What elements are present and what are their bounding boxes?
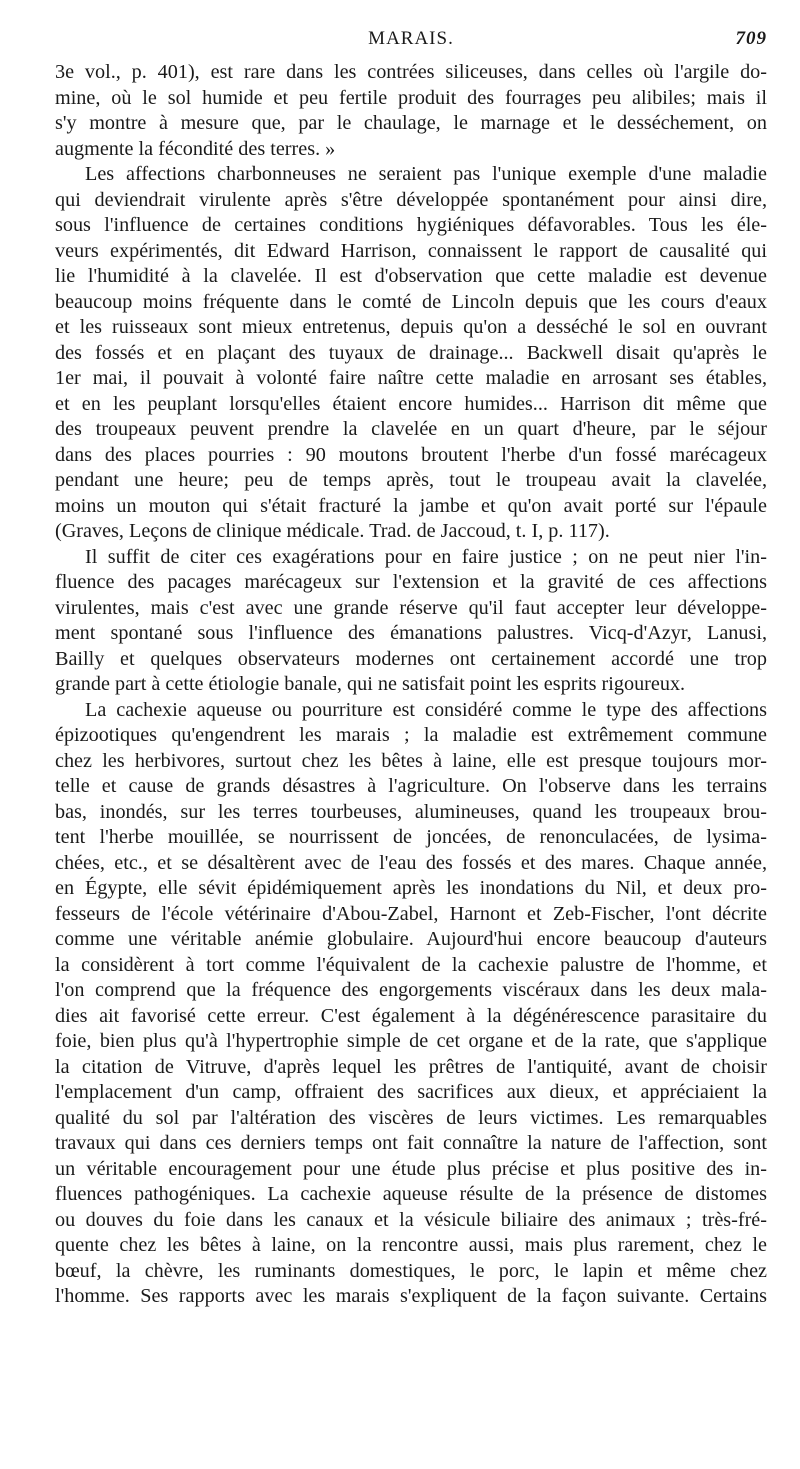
running-title: MARAIS. (368, 28, 454, 49)
text-line: fluences pathogéniques. La cachexie aqueuse résulte de la présence de distomes (55, 1183, 767, 1205)
text-line: mine, où le sol humide et peu fertile produit des fourrages peu alibiles; mais il (55, 86, 767, 109)
text-line: grande part à cette étiologie banale, qui ne satisfait point les esprits rigoureux. (55, 673, 686, 695)
text-line: comme une véritable anémie globulaire. Aujourd'hui encore beaucoup d'auteurs (55, 928, 767, 950)
text-line: sous l'influence de certaines conditions hygiéniques défavorables. Tous les éle- (55, 214, 767, 236)
text-line: augmente la fécondité des terres. » (55, 137, 336, 160)
text-line: s'y montre à mesure que, par le chaulage, le marnage et le desséchement, on (55, 112, 767, 134)
text-line: l'homme. Ses rapports avec les marais s'expliquent de la façon suivante. Certains (55, 1285, 767, 1307)
text-line: La cachexie aqueuse ou pourriture est considéré comme le type des affections (85, 698, 767, 721)
text-line: et en les peuplant lorsqu'elles étaient encore humides... Harrison dit même que (55, 392, 767, 415)
text-line: dies ait favorisé cette erreur. C'est également à la dégénérescence parasitaire du (55, 1004, 767, 1027)
text-line: des fossés et en plaçant des tuyaux de drainage... Backwell disait qu'après le (55, 341, 767, 364)
text-line: et les ruisseaux sont mieux entretenus, depuis qu'on a desséché le sol en ouvrant (55, 316, 767, 338)
text-line: foie, bien plus qu'à l'hypertrophie simple de cet organe et de la rate, que s'applique (55, 1030, 767, 1052)
text-line: quente chez les bêtes à laine, on la rencontre aussi, mais plus rarement, chez le (55, 1234, 767, 1256)
text-line: beaucoup moins fréquente dans le comté de Lincoln depuis que les cours d'eaux (55, 290, 767, 313)
text-line: pendant une heure; peu de temps après, tout le troupeau avait la clavelée, (55, 469, 767, 491)
text-line: ment spontané sous l'influence des émanations palustres. Vicq-d'Azyr, Lanusi, (55, 622, 767, 644)
text-line: veurs expérimentés, dit Edward Harrison, connaissent le rapport de causalité qui (55, 239, 767, 262)
text-line: qualité du sol par l'altération des viscères de leurs victimes. Les remarquables (55, 1106, 767, 1129)
text-line: Les affections charbonneuses ne seraient pas l'unique exemple d'une maladie (85, 163, 767, 185)
page-header (55, 28, 767, 54)
text-line: bœuf, la chèvre, les ruminants domestiques, le porc, le lapin et même chez (55, 1259, 767, 1282)
text-line: chées, etc., et se désaltèrent avec de l'eau des fossés et des mares. Chaque année, (55, 851, 767, 874)
text-line: lie l'humidité à la clavelée. Il est d'observation que cette maladie est devenue (55, 265, 767, 287)
text-line: la citation de Vitruve, d'après lequel les prêtres de l'antiquité, avant de choisir (55, 1055, 767, 1078)
text-line: dans des places pourries : 90 moutons broutent l'herbe d'un fossé marécageux (55, 443, 767, 466)
text-line: (Graves, Leçons de clinique médicale. Trad. de Jaccoud, t. I, p. 117). (55, 520, 610, 542)
text-line: travaux qui dans ces derniers temps ont fait connaître la nature de l'affection, sont (55, 1132, 767, 1154)
text-line: qui deviendrait virulente après s'être développée spontanément pour ainsi dire, (55, 188, 767, 211)
text-line: la considèrent à tort comme l'équivalent de la cachexie palustre de l'homme, et (55, 953, 767, 976)
text-line: ou douves du foie dans les canaux et la vésicule biliaire des animaux ; très-fré- (55, 1208, 767, 1231)
text-line: un véritable encouragement pour une étude plus précise et plus positive des in- (55, 1157, 767, 1180)
text-line: tent l'herbe mouillée, se nourrissent de joncées, de renonculacées, de lysima- (55, 826, 767, 848)
text-line: Il suffit de citer ces exagérations pour en faire justice ; on ne peut nier l'in- (85, 545, 767, 568)
book-page (55, 28, 767, 1310)
text-line: fesseurs de l'école vétérinaire d'Abou-Zabel, Harnont et Zeb-Fischer, l'ont décrite (55, 902, 767, 925)
body-text (55, 60, 767, 1310)
text-line: 1er mai, il pouvait à volonté faire naître cette maladie en arrosant ses étables, (55, 367, 767, 389)
text-line: bas, inondés, sur les terres tourbeuses, alumineuses, quand les troupeaux brou- (55, 800, 767, 823)
text-line: en Égypte, elle sévit épidémiquement après les inondations du Nil, et deux pro- (55, 877, 767, 899)
text-line: telle et cause de grands désastres à l'agriculture. On l'observe dans les terrains (55, 775, 767, 797)
text-line: épizootiques qu'engendrent les marais ; la maladie est extrêmement commune (55, 724, 767, 746)
text-line: 3e vol., p. 401), est rare dans les contrées siliceuses, dans celles où l'argile do- (55, 61, 767, 83)
text-line: l'emplacement d'un camp, offraient des sacrifices aux dieux, et appréciaient la (55, 1081, 767, 1103)
text-line: chez les herbivores, surtout chez les bêtes à laine, elle est presque toujours mor- (55, 749, 767, 772)
text-line: l'on comprend que la fréquence des engorgements viscéraux dans les deux mala- (55, 979, 767, 1001)
text-line: des troupeaux peuvent prendre la clavelée en un quart d'heure, par le séjour (55, 418, 767, 440)
text-line: moins un mouton qui s'était fracturé la jambe et qu'on avait porté sur l'épaule (55, 494, 767, 517)
page-number: 709 (735, 28, 767, 49)
text-line: virulentes, mais c'est avec une grande réserve qu'il faut accepter leur développe- (55, 596, 767, 619)
text-line: Bailly et quelques observateurs modernes ont certainement accordé une trop (55, 647, 767, 670)
text-line: fluence des pacages marécageux sur l'extension et la gravité de ces affections (55, 571, 767, 593)
